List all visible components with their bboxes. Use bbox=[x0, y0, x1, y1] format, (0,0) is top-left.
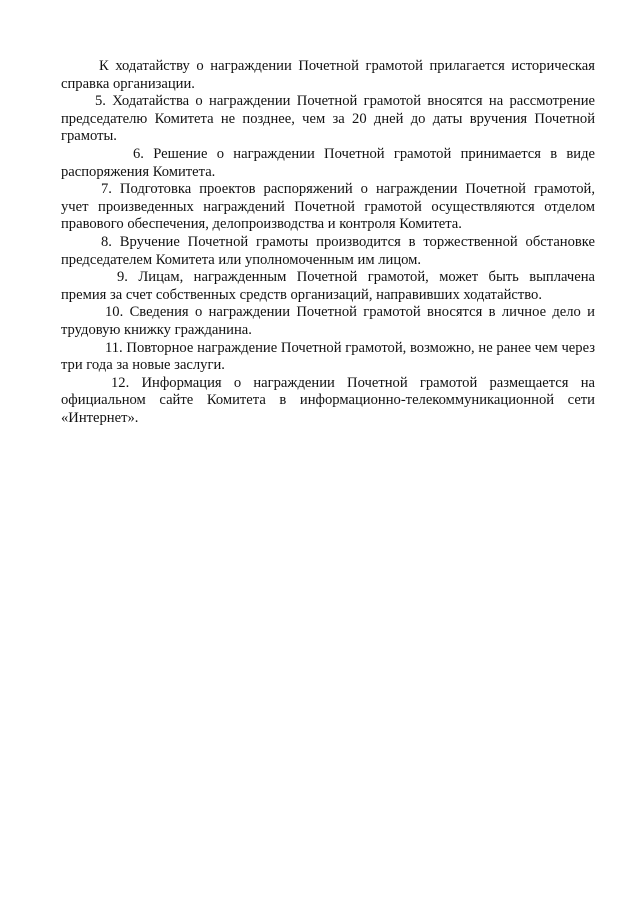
paragraph-12: 12. Информация о награждении Почетной грамотой размещается на официальном сайте Комитета в информационно-телекоммуникационной сети «Интернет». bbox=[61, 374, 595, 426]
paragraph-9: 9. Лицам, награжденным Почетной грамотой, может быть выплачена премия за счет собственных средств организаций, направивших ходатайство. bbox=[61, 269, 595, 303]
paragraph-6: 6. Решение о награждении Почетной грамотой принимается в виде распоряжения Комитета. bbox=[61, 145, 595, 180]
paragraph-historical-reference: К ходатайству о награждении Почетной грамотой прилагается историческая справка организации. bbox=[61, 58, 595, 92]
paragraph-5: 5. Ходатайства о награждении Почетной грамотой вносятся на рассмотрение председателю Комитета не позднее, чем за 20 дней до даты вручения Почетной грамоты. bbox=[61, 93, 595, 145]
paragraph-8: 8. Вручение Почетной грамоты производится в торжественной обстановке председателем Комитета или уполномоченным им лицом. bbox=[61, 233, 595, 268]
paragraph-7: 7. Подготовка проектов распоряжений о награждении Почетной грамотой, учет произведенных награждений Почетной грамотой осуществляются отделом правового обеспечения, делопроизводства и контроля Комитета. bbox=[61, 181, 595, 233]
paragraph-11: 11. Повторное награждение Почетной грамотой, возможно, не ранее чем через три года за новые заслуги. bbox=[61, 339, 595, 374]
document-body bbox=[61, 58, 595, 427]
paragraph-10: 10. Сведения о награждении Почетной грамотой вносятся в личное дело и трудовую книжку гражданина. bbox=[61, 304, 595, 338]
